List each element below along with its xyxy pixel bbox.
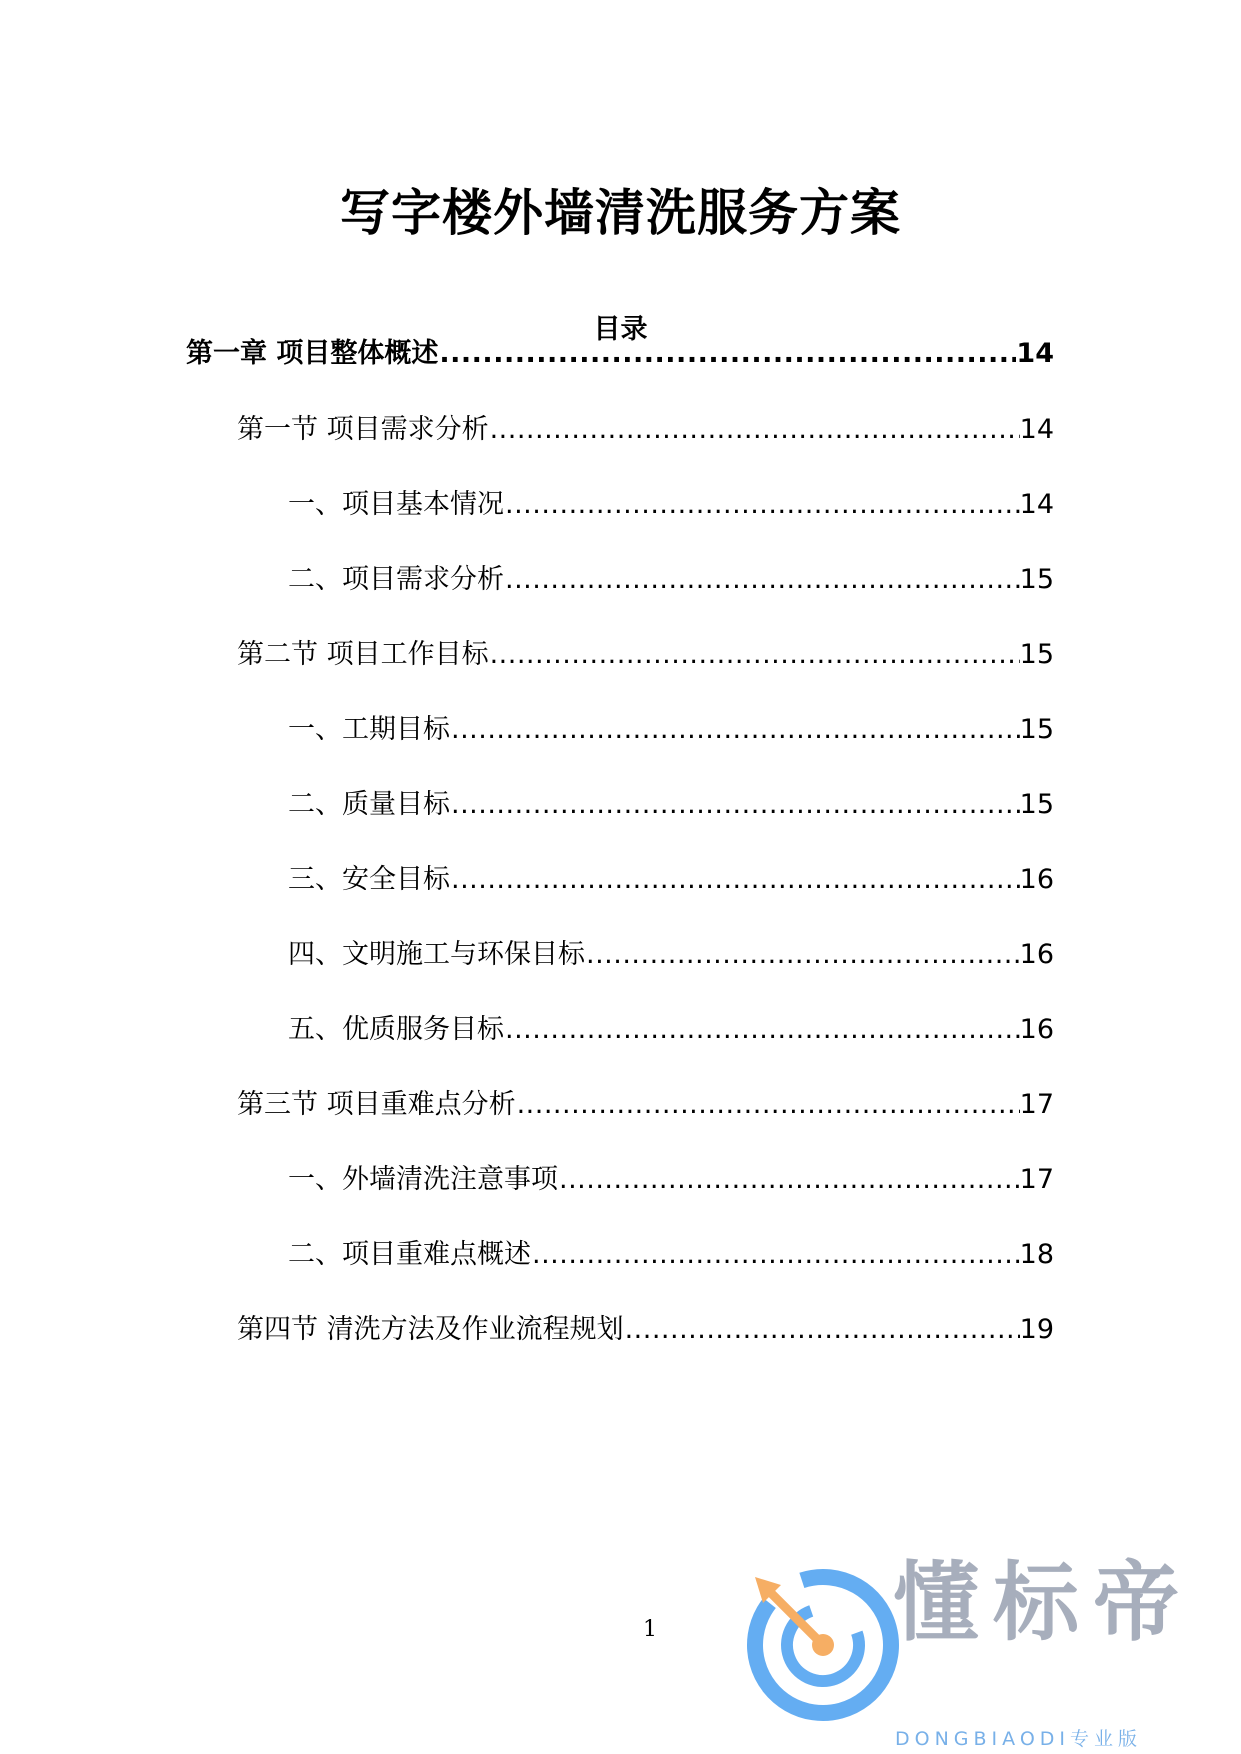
toc-entry-section-1-1[interactable] [237,410,1054,450]
toc-leader-dots [558,1160,1020,1200]
page-number: 1 [643,1617,657,1642]
document-title: 写字楼外墙清洗服务方案 [340,184,901,242]
toc-entry-page: 16 [1019,1014,1054,1045]
toc-entry-page: 19 [1019,1314,1054,1345]
toc-entry-chapter-1[interactable] [186,334,1054,374]
toc-leader-dots [489,635,1020,675]
watermark-brand: 懂标帝 [893,1553,1193,1653]
toc-leader-dots [450,860,1020,900]
toc-entry-section-1-3[interactable] [237,1085,1054,1125]
toc-entry-text: 五、优质服务目标 [288,1014,504,1045]
toc-leader-dots [504,485,1020,525]
toc-entry-item[interactable] [288,485,1054,525]
toc-entry-text: 第四节 清洗方法及作业流程规划 [237,1314,624,1345]
toc-entry-text: 二、质量目标 [288,789,450,820]
toc-entry-page: 18 [1019,1239,1054,1270]
toc-entry-text: 第一节 项目需求分析 [237,414,489,445]
toc-entry-section-1-2[interactable] [237,635,1054,675]
toc-entry-item[interactable] [288,1235,1054,1275]
toc-leader-dots [450,785,1020,825]
toc-entry-item[interactable] [288,1010,1054,1050]
toc-entry-text: 一、工期目标 [288,714,450,745]
toc-entry-section-1-4[interactable] [237,1310,1054,1350]
toc-leader-dots [585,935,1020,975]
toc-entry-page: 15 [1019,564,1054,595]
toc-entry-text: 第一章 项目整体概述 [186,338,439,369]
toc-entry-text: 一、外墙清洗注意事项 [288,1164,558,1195]
toc-entry-item[interactable] [288,710,1054,750]
toc-entry-item[interactable] [288,860,1054,900]
toc-entry-page: 16 [1019,939,1054,970]
watermark [745,1535,1215,1750]
toc-entry-text: 一、项目基本情况 [288,489,504,520]
toc-entry-text: 二、项目重难点概述 [288,1239,531,1270]
toc-heading: 目录 [593,314,648,345]
toc-leader-dots [624,1310,1020,1350]
toc-entry-page: 17 [1019,1164,1054,1195]
toc-leader-dots [516,1085,1020,1125]
toc-entry-page: 17 [1019,1089,1054,1120]
toc-entry-text: 二、项目需求分析 [288,564,504,595]
watermark-subtitle: DONGBIAODI专业版 [895,1728,1143,1750]
toc-leader-dots [504,560,1020,600]
toc-entry-item[interactable] [288,935,1054,975]
toc-leader-dots [531,1235,1020,1275]
toc-entry-page: 15 [1019,789,1054,820]
toc-entry-text: 三、安全目标 [288,864,450,895]
toc-entry-page: 15 [1019,714,1054,745]
toc-entry-page: 14 [1019,414,1054,445]
toc-entry-item[interactable] [288,785,1054,825]
toc-leader-dots [450,710,1020,750]
toc-entry-text: 第二节 项目工作目标 [237,639,489,670]
toc-entry-item[interactable] [288,560,1054,600]
toc-entry-text: 第三节 项目重难点分析 [237,1089,516,1120]
toc-entry-page: 14 [1016,338,1054,369]
toc-leader-dots [504,1010,1020,1050]
toc-entry-text: 四、文明施工与环保目标 [288,939,585,970]
toc-entry-page: 15 [1019,639,1054,670]
toc-entry-page: 14 [1019,489,1054,520]
toc-leader-dots [489,410,1020,450]
toc-entry-page: 16 [1019,864,1054,895]
toc-leader-dots [438,334,1016,374]
toc-entry-item[interactable] [288,1160,1054,1200]
